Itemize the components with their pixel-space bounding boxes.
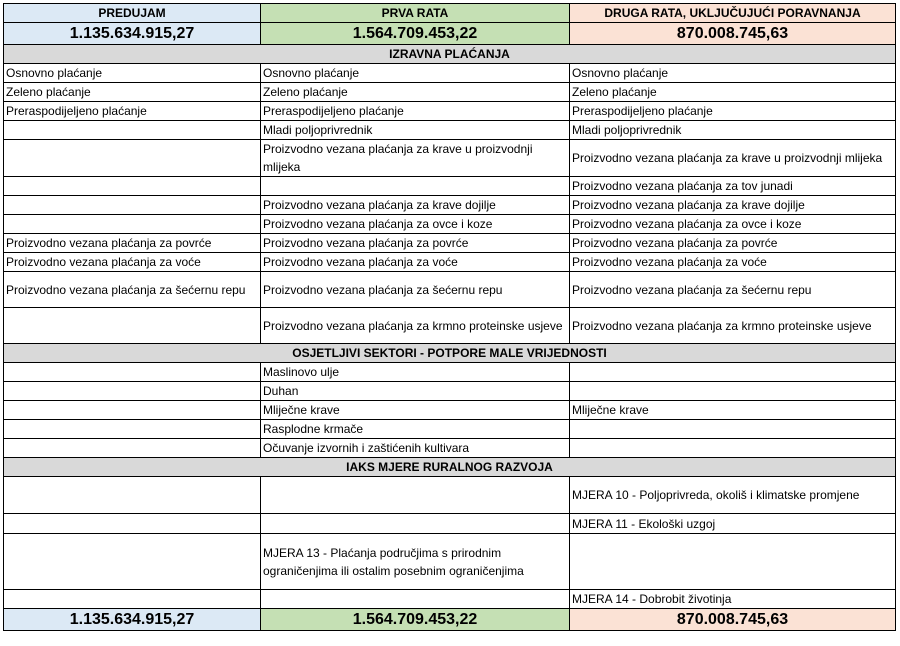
- prva-rata-cell: Duhan: [261, 382, 570, 401]
- predujam-cell: [4, 140, 261, 177]
- prva-rata-cell: Preraspodijeljeno plaćanje: [261, 102, 570, 121]
- prva-rata-cell: Mliječne krave: [261, 401, 570, 420]
- druga-rata-cell: [570, 420, 896, 439]
- prva-rata-cell: Proizvodno vezana plaćanja za šećernu repu: [261, 272, 570, 308]
- predujam-cell: [4, 420, 261, 439]
- amount-druga-rata-top: 870.008.745,63: [570, 23, 896, 45]
- table-row: [4, 590, 896, 609]
- section-row-iaks: [4, 458, 896, 477]
- predujam-cell: [4, 534, 261, 590]
- druga-rata-cell: Proizvodno vezana plaćanja za ovce i koze: [570, 215, 896, 234]
- prva-rata-cell: [261, 477, 570, 514]
- header-predujam: PREDUJAM: [4, 4, 261, 23]
- druga-rata-cell: Proizvodno vezana plaćanja za povrće: [570, 234, 896, 253]
- prva-rata-cell: Proizvodno vezana plaćanja za krave u proizvodnji mlijeka: [261, 140, 570, 177]
- druga-rata-cell: Proizvodno vezana plaćanja za krave u proizvodnji mlijeka: [570, 140, 896, 177]
- predujam-cell: [4, 382, 261, 401]
- table-row: [4, 272, 896, 308]
- predujam-cell: Proizvodno vezana plaćanja za povrće: [4, 234, 261, 253]
- table-row: [4, 477, 896, 514]
- prva-rata-cell: Mladi poljoprivrednik: [261, 121, 570, 140]
- table-row: [4, 420, 896, 439]
- header-druga-rata: DRUGA RATA, UKLJUČUJUĆI PORAVNANJA: [570, 4, 896, 23]
- prva-rata-cell: [261, 514, 570, 534]
- section-row-izravna: [4, 45, 896, 64]
- predujam-cell: [4, 308, 261, 344]
- amount-row-top: [4, 23, 896, 45]
- amount-predujam-bottom: 1.135.634.915,27: [4, 609, 261, 631]
- prva-rata-cell: Osnovno plaćanje: [261, 64, 570, 83]
- predujam-cell: [4, 590, 261, 609]
- prva-rata-cell: Proizvodno vezana plaćanja za ovce i koze: [261, 215, 570, 234]
- druga-rata-cell: MJERA 14 - Dobrobit životinja: [570, 590, 896, 609]
- predujam-cell: [4, 514, 261, 534]
- table-row: [4, 514, 896, 534]
- table-row: [4, 102, 896, 121]
- table-row: [4, 382, 896, 401]
- table-body: [4, 4, 896, 631]
- predujam-cell: [4, 477, 261, 514]
- druga-rata-cell: Preraspodijeljeno plaćanje: [570, 102, 896, 121]
- predujam-cell: Osnovno plaćanje: [4, 64, 261, 83]
- prva-rata-cell: Zeleno plaćanje: [261, 83, 570, 102]
- prva-rata-cell: Proizvodno vezana plaćanja za povrće: [261, 234, 570, 253]
- table-row: [4, 253, 896, 272]
- prva-rata-cell: Proizvodno vezana plaćanja za krmno proteinske usjeve: [261, 308, 570, 344]
- section-iaks-mjere: IAKS MJERE RURALNOG RAZVOJA: [4, 458, 896, 477]
- druga-rata-cell: [570, 439, 896, 458]
- table-row: [4, 64, 896, 83]
- prva-rata-cell: Maslinovo ulje: [261, 363, 570, 382]
- payments-table: [3, 3, 896, 631]
- druga-rata-cell: Proizvodno vezana plaćanja za krave dojilje: [570, 196, 896, 215]
- section-osjetljivi-sektori: OSJETLJIVI SEKTORI - POTPORE MALE VRIJEDNOSTI: [4, 344, 896, 363]
- amount-druga-rata-bottom: 870.008.745,63: [570, 609, 896, 631]
- druga-rata-cell: [570, 363, 896, 382]
- predujam-cell: [4, 401, 261, 420]
- amount-prva-rata-bottom: 1.564.709.453,22: [261, 609, 570, 631]
- prva-rata-cell: [261, 590, 570, 609]
- prva-rata-cell: Rasplodne krmače: [261, 420, 570, 439]
- table-row: [4, 439, 896, 458]
- predujam-cell: [4, 121, 261, 140]
- header-prva-rata: PRVA RATA: [261, 4, 570, 23]
- predujam-cell: [4, 439, 261, 458]
- table-row: [4, 121, 896, 140]
- druga-rata-cell: Proizvodno vezana plaćanja za šećernu repu: [570, 272, 896, 308]
- predujam-cell: Proizvodno vezana plaćanja za šećernu repu: [4, 272, 261, 308]
- table-row: [4, 363, 896, 382]
- druga-rata-cell: [570, 382, 896, 401]
- prva-rata-cell: Očuvanje izvornih i zaštićenih kultivara: [261, 439, 570, 458]
- table-row: [4, 215, 896, 234]
- predujam-cell: Proizvodno vezana plaćanja za voće: [4, 253, 261, 272]
- section-izravna-placanja: IZRAVNA PLAĆANJA: [4, 45, 896, 64]
- druga-rata-cell: Proizvodno vezana plaćanja za krmno proteinske usjeve: [570, 308, 896, 344]
- amount-row-bottom: [4, 609, 896, 631]
- druga-rata-cell: Zeleno plaćanje: [570, 83, 896, 102]
- druga-rata-cell: MJERA 10 - Poljoprivreda, okoliš i klimatske promjene: [570, 477, 896, 514]
- table-row: [4, 83, 896, 102]
- table-row: [4, 401, 896, 420]
- predujam-cell: [4, 177, 261, 196]
- table-row: [4, 140, 896, 177]
- druga-rata-cell: Proizvodno vezana plaćanja za tov junadi: [570, 177, 896, 196]
- table-row: [4, 308, 896, 344]
- prva-rata-cell: [261, 177, 570, 196]
- druga-rata-cell: Mladi poljoprivrednik: [570, 121, 896, 140]
- table-row: [4, 196, 896, 215]
- prva-rata-cell: Proizvodno vezana plaćanja za voće: [261, 253, 570, 272]
- predujam-cell: [4, 363, 261, 382]
- druga-rata-cell: Proizvodno vezana plaćanja za voće: [570, 253, 896, 272]
- table-row: [4, 534, 896, 590]
- amount-prva-rata-top: 1.564.709.453,22: [261, 23, 570, 45]
- header-row: [4, 4, 896, 23]
- druga-rata-cell: Mliječne krave: [570, 401, 896, 420]
- druga-rata-cell: Osnovno plaćanje: [570, 64, 896, 83]
- predujam-cell: Preraspodijeljeno plaćanje: [4, 102, 261, 121]
- druga-rata-cell: [570, 534, 896, 590]
- section-row-osjetljivi: [4, 344, 896, 363]
- table-row: [4, 234, 896, 253]
- prva-rata-cell: Proizvodno vezana plaćanja za krave dojilje: [261, 196, 570, 215]
- table-row: [4, 177, 896, 196]
- predujam-cell: Zeleno plaćanje: [4, 83, 261, 102]
- druga-rata-cell: MJERA 11 - Ekološki uzgoj: [570, 514, 896, 534]
- predujam-cell: [4, 196, 261, 215]
- predujam-cell: [4, 215, 261, 234]
- amount-predujam-top: 1.135.634.915,27: [4, 23, 261, 45]
- prva-rata-cell: MJERA 13 - Plaćanja područjima s prirodnim ograničenjima ili ostalim posebnim ograničenjima: [261, 534, 570, 590]
